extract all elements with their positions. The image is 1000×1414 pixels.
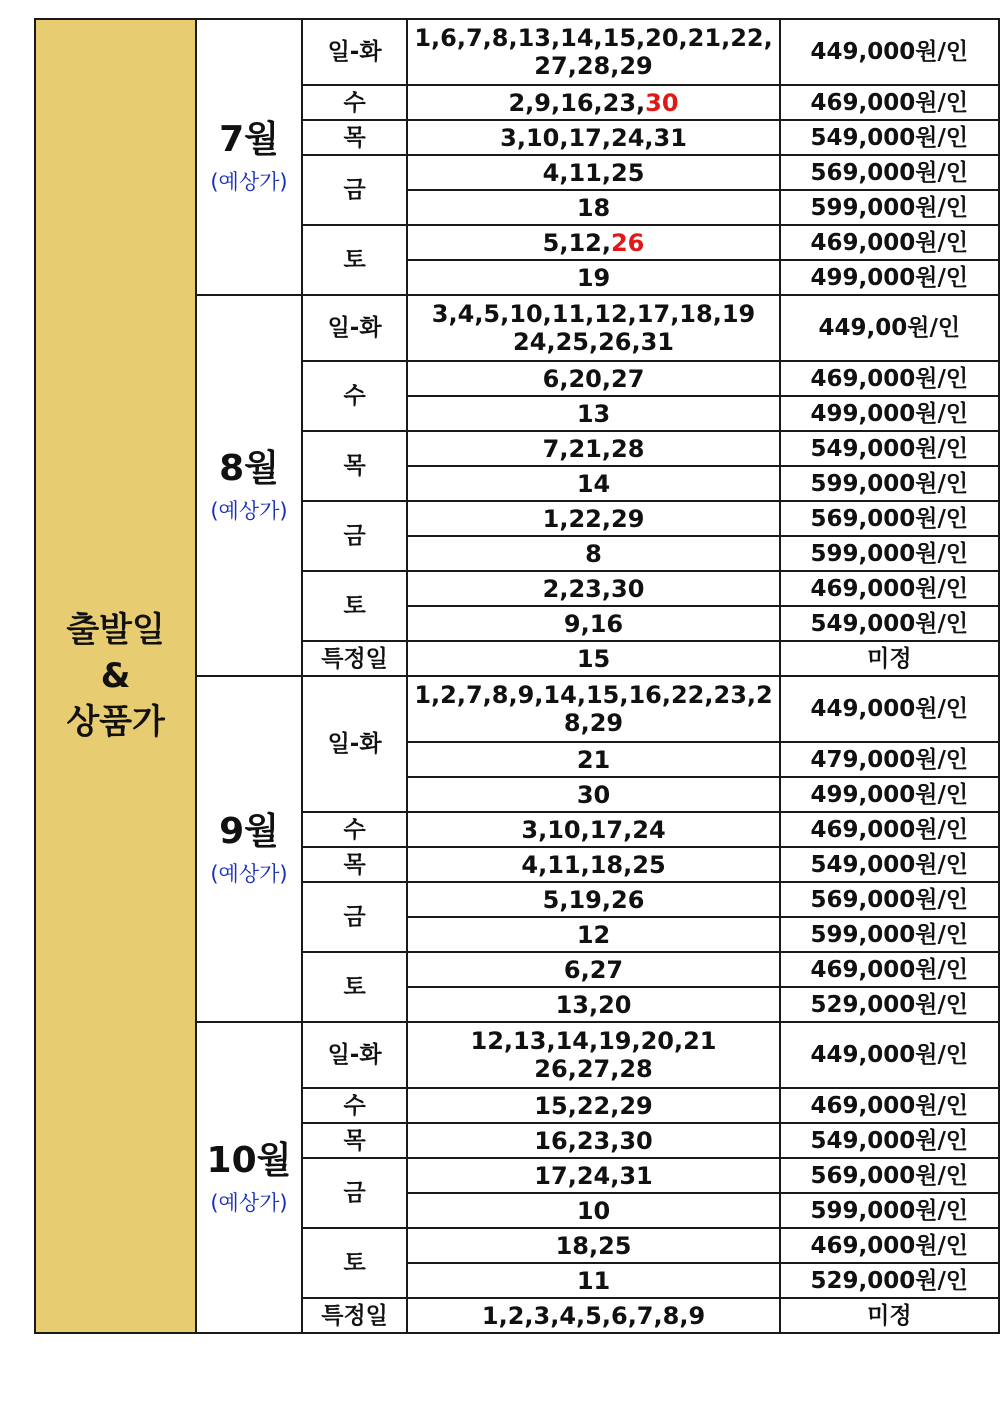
price-cell: 549,000원/인 [780, 847, 999, 882]
departure-dates-cell [407, 1088, 779, 1123]
departure-dates-cell [407, 742, 779, 777]
departure-price-header [35, 19, 196, 1333]
departure-dates-cell [407, 952, 779, 987]
weekday-cell: 토 [302, 952, 408, 1022]
price-cell: 599,000원/인 [780, 536, 999, 571]
departure-dates-line-2: 27,28,29 [534, 52, 653, 80]
price-cell: 499,000원/인 [780, 260, 999, 295]
weekday-cell: 목 [302, 847, 408, 882]
departure-dates-cell [407, 1123, 779, 1158]
price-cell: 529,000원/인 [780, 987, 999, 1022]
departure-dates-cell [407, 676, 779, 742]
departure-dates: 8 [585, 539, 602, 568]
departure-dates: 10 [576, 1196, 611, 1225]
departure-dates-cell [407, 606, 779, 641]
departure-dates-cell [407, 847, 779, 882]
departure-dates-cell [407, 1263, 779, 1298]
departure-dates: 15 [576, 644, 611, 673]
price-cell: 549,000원/인 [780, 120, 999, 155]
price-cell: 469,000원/인 [780, 952, 999, 987]
departure-dates: 14 [576, 469, 611, 498]
departure-dates-cell [407, 1158, 779, 1193]
price-cell: 599,000원/인 [780, 190, 999, 225]
price-cell: 529,000원/인 [780, 1263, 999, 1298]
price-cell: 569,000원/인 [780, 882, 999, 917]
price-cell: 499,000원/인 [780, 396, 999, 431]
weekday-cell: 수 [302, 85, 408, 120]
departure-dates: 7,21,28 [542, 434, 645, 463]
departure-dates-cell [407, 882, 779, 917]
departure-dates-cell [407, 571, 779, 606]
price-cell: 549,000원/인 [780, 431, 999, 466]
price-cell: 569,000원/인 [780, 155, 999, 190]
departure-dates: 6,20,27 [542, 364, 645, 393]
departure-dates-line-2: 24,25,26,31 [513, 328, 674, 356]
price-cell: 449,000원/인 [780, 19, 999, 85]
departure-dates: 6,27 [563, 955, 624, 984]
departure-dates-cell [407, 1022, 779, 1088]
departure-dates-cell [407, 361, 779, 396]
departure-dates-cell [407, 987, 779, 1022]
departure-dates-cell [407, 1228, 779, 1263]
header-line-2: & [100, 656, 131, 696]
month-name: 10월 [206, 1139, 292, 1181]
departure-dates-cell [407, 1298, 779, 1333]
departure-dates-cell [407, 917, 779, 952]
weekday-cell: 일-화 [302, 19, 408, 85]
price-cell: 599,000원/인 [780, 466, 999, 501]
departure-dates: 30 [576, 780, 611, 809]
departure-dates: 1,2,3,4,5,6,7,8,9 [481, 1301, 706, 1330]
weekday-cell: 토 [302, 225, 408, 295]
departure-dates: 13,20 [555, 990, 632, 1019]
departure-dates-cell [407, 501, 779, 536]
price-cell: 미정 [780, 641, 999, 676]
departure-dates-cell [407, 536, 779, 571]
departure-dates: 1,2,7,8,9,14,15,16,22,23,2 [414, 681, 773, 709]
weekday-cell: 일-화 [302, 676, 408, 812]
header-line-3: 상품가 [66, 702, 165, 742]
weekday-cell: 수 [302, 1088, 408, 1123]
price-cell: 449,00원/인 [780, 295, 999, 361]
departure-dates: 12 [576, 920, 611, 949]
price-cell: 449,000원/인 [780, 1022, 999, 1088]
departure-dates: 9,16 [563, 609, 624, 638]
weekday-cell: 일-화 [302, 1022, 408, 1088]
estimated-price-note: (예상가) [210, 862, 288, 886]
highlighted-date: 26 [610, 228, 645, 257]
estimated-price-note: (예상가) [210, 498, 288, 523]
price-cell: 569,000원/인 [780, 1158, 999, 1193]
price-cell: 499,000원/인 [780, 777, 999, 812]
weekday-cell: 일-화 [302, 295, 408, 361]
departure-dates: 19 [576, 263, 611, 292]
price-cell: 미정 [780, 1298, 999, 1333]
price-cell: 469,000원/인 [780, 1228, 999, 1263]
month-name: 7월 [219, 119, 279, 160]
price-cell: 469,000원/인 [780, 1088, 999, 1123]
weekday-cell: 수 [302, 812, 408, 847]
departure-dates: 3,10,17,24,31 [500, 123, 687, 152]
departure-dates-cell [407, 396, 779, 431]
departure-dates-cell [407, 295, 779, 361]
weekday-cell: 수 [302, 361, 408, 431]
departure-dates: 1,22,29 [542, 504, 645, 533]
month-cell [196, 19, 302, 295]
departure-dates-cell [407, 260, 779, 295]
departure-dates: 4,11,25 [542, 158, 645, 187]
price-cell: 479,000원/인 [780, 742, 999, 777]
departure-dates: 16,23,30 [534, 1126, 653, 1155]
departure-dates: 1,6,7,8,13,14,15,20,21,22, [414, 24, 773, 52]
weekday-cell: 특정일 [302, 1298, 408, 1333]
price-cell: 469,000원/인 [780, 812, 999, 847]
departure-dates: 18,25 [555, 1231, 632, 1260]
weekday-cell: 목 [302, 1123, 408, 1158]
departure-dates: 15,22,29 [534, 1091, 653, 1120]
departure-dates: 12,13,14,19,20,21 [470, 1027, 717, 1055]
departure-dates: 4,11,18,25 [521, 850, 666, 879]
weekday-cell: 목 [302, 431, 408, 501]
departure-dates: 5,12, [542, 228, 611, 257]
departure-dates: 3,10,17,24 [521, 815, 666, 844]
departure-dates: 2,9,16,23, [508, 88, 646, 117]
departure-dates-cell [407, 466, 779, 501]
departure-dates-cell [407, 1193, 779, 1228]
departure-dates: 3,4,5,10,11,12,17,18,19 [431, 300, 756, 328]
price-cell: 449,000원/인 [780, 676, 999, 742]
departure-dates: 17,24,31 [534, 1161, 653, 1190]
month-cell [196, 295, 302, 676]
departure-dates-cell [407, 777, 779, 812]
departure-dates-cell [407, 431, 779, 466]
estimated-price-note: (예상가) [210, 170, 288, 194]
departure-dates: 13 [576, 399, 611, 428]
weekday-cell: 금 [302, 1158, 408, 1228]
departure-price-sheet [34, 18, 1000, 1334]
weekday-cell: 목 [302, 120, 408, 155]
price-cell: 469,000원/인 [780, 85, 999, 120]
price-cell: 569,000원/인 [780, 501, 999, 536]
weekday-cell: 특정일 [302, 641, 408, 676]
weekday-cell: 금 [302, 882, 408, 952]
price-cell: 599,000원/인 [780, 917, 999, 952]
departure-dates: 21 [576, 745, 611, 774]
departure-dates: 5,19,26 [542, 885, 645, 914]
header-line-1: 출발일 [66, 610, 165, 650]
price-cell: 549,000원/인 [780, 606, 999, 641]
price-cell: 469,000원/인 [780, 225, 999, 260]
weekday-cell: 금 [302, 155, 408, 225]
price-row [35, 19, 999, 85]
departure-dates-cell [407, 120, 779, 155]
month-cell [196, 1022, 302, 1333]
departure-dates-line-2: 8,29 [563, 709, 624, 737]
departure-dates-cell [407, 812, 779, 847]
weekday-cell: 금 [302, 501, 408, 571]
departure-dates-cell [407, 85, 779, 120]
price-table [34, 18, 1000, 1334]
departure-dates-cell [407, 155, 779, 190]
price-cell: 599,000원/인 [780, 1193, 999, 1228]
departure-dates-cell [407, 225, 779, 260]
month-name: 9월 [219, 811, 279, 852]
departure-dates: 2,23,30 [542, 574, 645, 603]
price-cell: 549,000원/인 [780, 1123, 999, 1158]
estimated-price-note: (예상가) [210, 1190, 288, 1215]
departure-dates-cell [407, 641, 779, 676]
weekday-cell: 토 [302, 571, 408, 641]
departure-dates: 11 [576, 1266, 611, 1295]
price-cell: 469,000원/인 [780, 361, 999, 396]
departure-dates-cell [407, 190, 779, 225]
departure-dates: 18 [576, 193, 611, 222]
price-cell: 469,000원/인 [780, 571, 999, 606]
month-name: 8월 [219, 447, 279, 489]
weekday-cell: 토 [302, 1228, 408, 1298]
highlighted-date: 30 [645, 88, 679, 117]
month-cell [196, 676, 302, 1022]
departure-dates-line-2: 26,27,28 [534, 1055, 653, 1083]
departure-dates-cell [407, 19, 779, 85]
